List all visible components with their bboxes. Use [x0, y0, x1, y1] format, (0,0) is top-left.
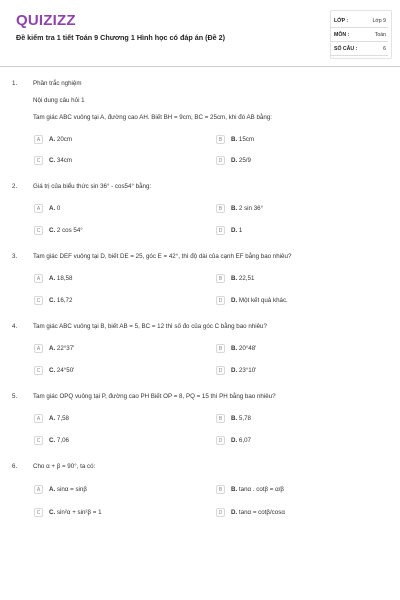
option-text: 18,58: [56, 275, 73, 282]
option-a[interactable]: A A. 18,58: [34, 274, 72, 283]
option-text: 34cm: [56, 157, 73, 164]
question-text: Tam giác ABC vuông tại B, biết AB = 5, BC = 12 thì số đo của góc C bằng bao nhiêu?: [33, 323, 267, 330]
option-text: 0: [56, 205, 61, 212]
question-text: Phần trắc nghiệm: [33, 80, 82, 87]
option-d[interactable]: D D. tanα = cotβ/cosα: [216, 508, 285, 517]
meta-key: LỚP :: [334, 18, 349, 24]
option-text: 22°37': [56, 345, 75, 352]
option-a[interactable]: A A. 22°37': [34, 344, 74, 353]
option-text: tanα = cotβ/cosα: [238, 509, 285, 516]
option-c[interactable]: C C. 7,06: [34, 436, 69, 445]
option-b[interactable]: B B. 15cm: [216, 135, 254, 144]
option-letter: A: [34, 204, 43, 213]
meta-key: SỐ CÂU :: [334, 46, 358, 52]
option-text: 20°48': [238, 345, 257, 352]
option-letter: C: [34, 226, 43, 235]
option-text: 24°50': [56, 367, 75, 374]
option-text: 7,06: [56, 437, 69, 444]
option-text: 16,72: [56, 297, 73, 304]
option-text: 2 sin 36°: [238, 205, 264, 212]
option-letter: B: [216, 135, 225, 144]
option-text: 25/9: [238, 157, 251, 164]
meta-panel: [330, 14, 388, 56]
question-text: Cho α + β = 90°, ta có:: [33, 463, 96, 470]
worksheet-header: [0, 0, 400, 67]
option-b[interactable]: B B. 22,51: [216, 274, 254, 283]
option-text: 20cm: [56, 136, 73, 143]
question-number: 3.: [12, 253, 18, 260]
option-text: 5,78: [238, 415, 251, 422]
option-c[interactable]: C C. 2 cos 54°: [34, 226, 83, 235]
option-d[interactable]: D D. 23°10': [216, 366, 256, 375]
option-letter: C: [34, 296, 43, 305]
option-letter: C: [34, 366, 43, 375]
option-letter: A: [34, 344, 43, 353]
option-text: 2 cos 54°: [56, 227, 83, 234]
option-b[interactable]: B B. 20°48': [216, 344, 256, 353]
option-text: 22,51: [238, 275, 255, 282]
option-b[interactable]: B B. 2 sin 36°: [216, 204, 263, 213]
quizizz-logo: QUIZIZZ: [16, 12, 76, 29]
option-letter: B: [216, 485, 225, 494]
question-text: Giá trị của biểu thức sin 36° - cos54° bằng:: [33, 183, 152, 190]
question-text: Tam giác ABC vuông tại A, đường cao AH. Biết BH = 9cm, BC = 25cm, khi đó AB bằng:: [33, 114, 272, 121]
option-letter: A: [34, 274, 43, 283]
option-letter: D: [216, 508, 225, 517]
option-c[interactable]: C C. 16,72: [34, 296, 72, 305]
option-d[interactable]: D D. Một kết quả khác.: [216, 296, 288, 305]
option-a[interactable]: A A. 20cm: [34, 135, 72, 144]
option-letter: C: [34, 508, 43, 517]
meta-key: MÔN :: [334, 32, 350, 38]
worksheet-title: Đề kiểm tra 1 tiết Toán 9 Chương 1 Hình học có đáp án (Đề 2): [16, 33, 226, 42]
option-letter: D: [216, 226, 225, 235]
meta-row-count: [330, 42, 388, 56]
option-c[interactable]: C C. sin²α + sin²β = 1: [34, 508, 102, 517]
option-text: Một kết quả khác.: [238, 297, 288, 304]
question-text: Nội dung câu hỏi 1: [33, 97, 85, 104]
option-letter: D: [216, 366, 225, 375]
option-d[interactable]: D D. 6,07: [216, 436, 251, 445]
question-number: 6.: [12, 463, 18, 470]
option-letter: C: [34, 436, 43, 445]
meta-value: 6: [383, 46, 386, 52]
option-letter: A: [34, 135, 43, 144]
question-number: 5.: [12, 393, 18, 400]
option-text: sinα = sinβ: [56, 486, 87, 493]
option-text: 7,58: [56, 415, 69, 422]
question-number: 4.: [12, 323, 18, 330]
meta-value: Lớp 9: [372, 18, 386, 24]
meta-row-subject: [330, 28, 388, 42]
option-c[interactable]: C C. 34cm: [34, 156, 72, 165]
option-a[interactable]: A A. 7,58: [34, 414, 69, 423]
option-letter: B: [216, 204, 225, 213]
option-letter: B: [216, 274, 225, 283]
option-letter: B: [216, 414, 225, 423]
question-text: Tam giác DEF vuông tại D, biết DE = 25, góc E = 42°, thì độ dài của cạnh EF bằng bao nhiêu?: [33, 253, 292, 260]
option-d[interactable]: D D. 25/9: [216, 156, 251, 165]
option-c[interactable]: C C. 24°50': [34, 366, 74, 375]
option-letter: A: [34, 485, 43, 494]
option-text: tanα . cotβ = α/β: [238, 486, 284, 493]
option-letter: A: [34, 414, 43, 423]
option-text: 15cm: [238, 136, 255, 143]
option-a[interactable]: A A. 0: [34, 204, 60, 213]
question-text: Tam giác OPQ vuông tại P, đường cao PH Biết OP = 8, PQ = 15 thì PH bằng bao nhiêu?: [33, 393, 276, 400]
option-text: 6,07: [238, 437, 251, 444]
option-b[interactable]: B B. 5,78: [216, 414, 251, 423]
option-a[interactable]: A A. sinα = sinβ: [34, 485, 87, 494]
option-text: 1: [238, 227, 243, 234]
option-b[interactable]: B B. tanα . cotβ = α/β: [216, 485, 284, 494]
option-letter: D: [216, 296, 225, 305]
option-letter: D: [216, 436, 225, 445]
option-letter: C: [34, 156, 43, 165]
option-letter: B: [216, 344, 225, 353]
question-number: 1.: [12, 80, 18, 87]
option-letter: D: [216, 156, 225, 165]
question-number: 2.: [12, 183, 18, 190]
meta-value: Toán: [374, 32, 386, 38]
option-text: sin²α + sin²β = 1: [56, 509, 102, 516]
option-text: 23°10': [238, 367, 257, 374]
meta-row-class: [330, 14, 388, 28]
option-d[interactable]: D D. 1: [216, 226, 242, 235]
